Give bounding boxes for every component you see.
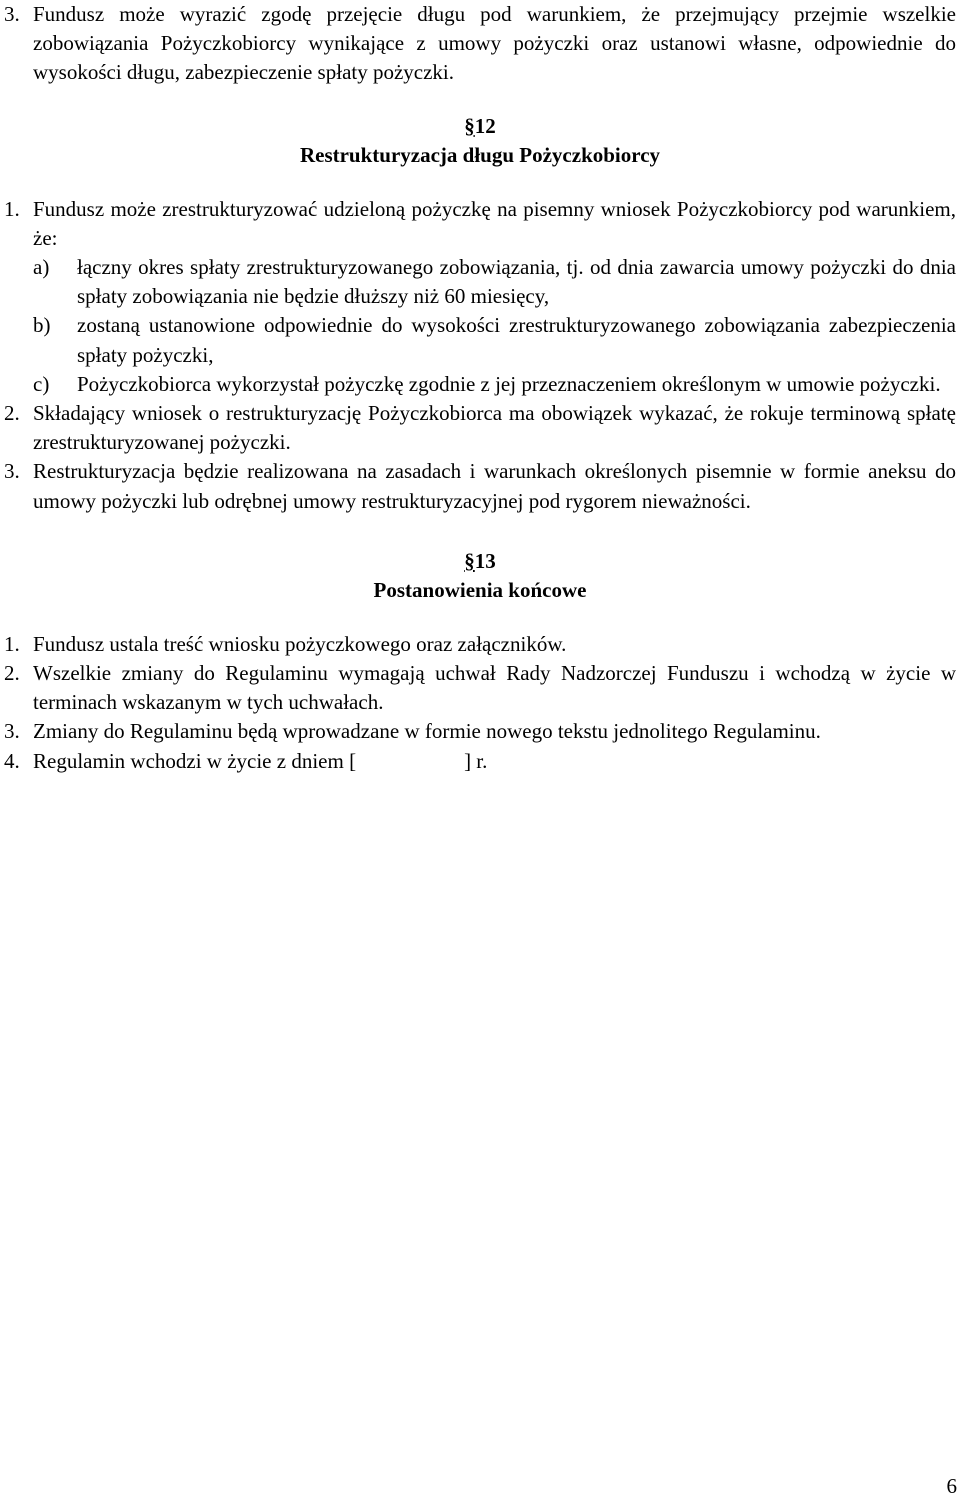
section-12-title: Restrukturyzacja długu Pożyczkobiorcy — [299, 142, 661, 167]
subitem-label: a) — [33, 255, 50, 280]
section-12-item-3 — [0, 457, 960, 515]
subitem-text: zostaną ustanowione odpowiednie do wysokości zrestrukturyzowanego zobowiązania zabezpieczenia spłaty pożyczki, — [77, 313, 956, 367]
item-text: Zmiany do Regulaminu będą wprowadzane w formie nowego tekstu jednolitego Regulaminu. — [33, 719, 821, 744]
item-number: 1. — [4, 196, 20, 221]
item-number: 2. — [4, 661, 20, 686]
item-number: 2. — [4, 401, 20, 426]
item-number: 3. — [4, 719, 20, 744]
section-13-item-3 — [0, 717, 960, 746]
item-text: Wszelkie zmiany do Regulaminu wymagają uchwał Rady Nadzorczej Funduszu i wchodzą w życie w terminach wskazanym w tych uchwałach. — [33, 661, 956, 715]
item-text: Restrukturyzacja będzie realizowana na zasadach i warunkach określonych pisemnie w formie aneksu do umowy pożyczki lub odrębnej umowy restrukturyzacyjnej pod rygorem nieważności. — [33, 459, 956, 513]
section-12-subitem-b — [0, 311, 960, 369]
item-text: Fundusz ustala treść wniosku pożyczkowego oraz załączników. — [33, 631, 567, 656]
paragraph-3-top — [0, 0, 960, 88]
item-number: 1. — [4, 631, 20, 656]
section-13-heading — [0, 547, 960, 605]
subitem-text: Pożyczkobiorca wykorzystał pożyczkę zgodnie z jej przeznaczeniem określonym w umowie pożyczki. — [77, 371, 941, 396]
section-12-subitem-a — [0, 253, 960, 311]
paragraph-text: Fundusz może wyrazić zgodę przejęcie długu pod warunkiem, że przejmujący przejmie wszelkie zobowiązania Pożyczkobiorcy wynikające z umowy pożyczki oraz ustanowi własne, odpowiednie do wysokości długu, zabezpieczenie spłaty pożyczki. — [33, 2, 956, 85]
paragraph-number: 3. — [4, 2, 20, 26]
item-number: 3. — [4, 459, 20, 484]
section-sign: § — [464, 113, 475, 138]
item-text: Składający wniosek o restrukturyzację Pożyczkobiorca ma obowiązek wykazać, że rokuje terminową spłatę zrestrukturyzowanej pożyczki. — [33, 401, 956, 455]
section-number: 13 — [474, 548, 496, 573]
page-number: 6 — [946, 1474, 957, 1498]
subitem-label: b) — [33, 313, 51, 338]
section-13-title: Postanowienia końcowe — [373, 577, 587, 602]
item-text: Fundusz może zrestrukturyzować udzieloną pożyczkę na pisemny wniosek Pożyczkobiorcy pod warunkiem, że: — [33, 196, 956, 250]
section-12-subitem-c — [0, 370, 960, 399]
item-text-start: Regulamin wchodzi w życie z dniem [ — [33, 748, 357, 773]
section-number: 12 — [474, 113, 496, 138]
section-13-item-1 — [0, 630, 960, 659]
item-text-end: ] r. — [464, 748, 488, 773]
subitem-label: c) — [33, 371, 50, 396]
section-12-item-1 — [0, 195, 960, 253]
section-13-item-4 — [0, 747, 960, 776]
section-12-heading — [0, 112, 960, 170]
section-sign: § — [464, 548, 475, 573]
item-number: 4. — [4, 748, 20, 773]
section-12-number — [0, 112, 960, 141]
section-13-item-2 — [0, 659, 960, 717]
section-13-number — [0, 547, 960, 576]
subitem-text: łączny okres spłaty zrestrukturyzowanego zobowiązania, tj. od dnia zawarcia umowy pożyczki do dnia spłaty zobowiązania nie będzie dłuższy niż 60 miesięcy, — [77, 255, 956, 309]
section-12-item-2 — [0, 399, 960, 457]
